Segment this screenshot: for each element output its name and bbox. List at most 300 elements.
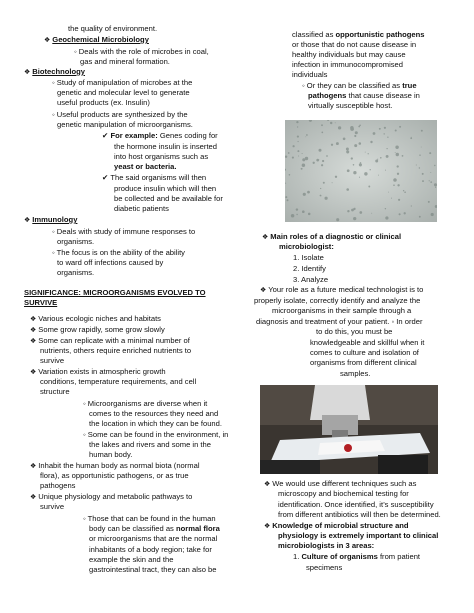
micrograph-speck: [307, 191, 310, 194]
micrograph-speck: [359, 177, 360, 178]
diamond-bullet-icon: ❖: [30, 369, 37, 376]
micrograph-speck: [385, 208, 386, 209]
left-line: [114, 142, 217, 152]
right-text: ◦ Or they can be classified as true: [302, 81, 417, 90]
right-line: [264, 479, 416, 490]
diamond-bullet-icon: ❖: [30, 338, 37, 345]
right-text: microbiologist:: [279, 242, 334, 251]
micrograph-speck: [338, 126, 341, 129]
micrograph-speck: [335, 122, 336, 123]
left-text: structure: [40, 387, 70, 396]
micrograph-speck: [368, 153, 369, 154]
left-line: [89, 450, 132, 460]
micrograph-speck: [428, 201, 430, 203]
micrograph-speck: [313, 162, 315, 164]
right-text: physiology is extremely important to clinical: [278, 531, 439, 540]
left-line: [52, 227, 195, 237]
left-text: ◦ Useful products are synthesized by the: [52, 110, 188, 119]
micrograph-speck: [288, 152, 290, 154]
left-line: [89, 565, 216, 575]
left-line: [44, 35, 149, 46]
left-text: Inhabit the human body as normal biota (normal: [38, 461, 200, 470]
right-text: specimens: [306, 563, 343, 572]
micrograph-speck: [378, 175, 379, 176]
micrograph-speck: [386, 148, 387, 149]
left-line: [40, 502, 64, 512]
right-line: [292, 70, 327, 80]
micrograph-speck: [419, 216, 421, 218]
micrograph-speck: [320, 195, 322, 197]
left-text: organisms.: [57, 268, 95, 277]
micrograph-speck: [301, 168, 303, 170]
micrograph-speck: [371, 213, 372, 214]
right-line: [264, 521, 409, 532]
left-line: [89, 534, 217, 544]
left-line: [40, 377, 196, 387]
left-text: ◦ Some can be found in the environment, in: [83, 430, 229, 439]
micrograph-speck: [289, 174, 291, 176]
left-line: [40, 481, 75, 491]
left-line: [40, 471, 189, 481]
left-text: survive: [40, 356, 65, 365]
left-line: [30, 336, 190, 347]
left-text: Unique physiology and metabolic pathways to: [38, 492, 193, 501]
micrograph-speck: [297, 150, 299, 152]
micrograph-speck: [411, 205, 412, 206]
left-text: genetic and molecular level to generate: [57, 88, 190, 97]
right-text: Main roles of a diagnostic or clinical: [270, 232, 402, 241]
micrograph-speck: [359, 211, 362, 214]
right-text: identification. Once identified, it’s susceptibility: [278, 500, 434, 509]
micrograph-speck: [355, 131, 358, 134]
right-text: healthy individuals but may cause: [292, 50, 406, 59]
micrograph-speck: [364, 172, 367, 175]
right-text: knowledgeable and skillful when it: [310, 338, 425, 347]
micrograph-speck: [388, 192, 389, 193]
micrograph-speck: [297, 136, 299, 138]
left-line: [52, 248, 185, 258]
micrograph-speck: [347, 169, 350, 172]
microscope-image: [260, 385, 438, 474]
micrograph-speck: [336, 142, 339, 145]
micrograph-speck: [373, 132, 376, 135]
left-line: [89, 440, 211, 450]
left-text: pathogens: [40, 481, 76, 490]
left-text: conditions, temperature requirements, and cell: [40, 377, 197, 386]
right-text: diagnosis and treatment of your patient. ◦ In order: [256, 317, 423, 326]
micrograph-speck: [335, 176, 337, 178]
left-line: [89, 419, 222, 429]
micrograph-speck: [351, 209, 354, 212]
right-line: [278, 541, 374, 551]
micrograph-speck: [379, 128, 381, 130]
micrograph-speck: [305, 136, 306, 137]
left-line: [102, 173, 206, 183]
micrograph-speck: [297, 126, 298, 127]
micrograph-speck: [336, 218, 339, 221]
right-text: to do this, you must be: [316, 327, 393, 336]
left-line: [40, 356, 64, 366]
left-line: [89, 409, 218, 419]
micrograph-speck: [308, 213, 311, 216]
left-text: Some can replicate with a minimal number of: [38, 336, 190, 345]
micrograph-speck: [370, 141, 372, 143]
micrograph-speck: [380, 157, 382, 159]
micrograph-speck: [323, 182, 325, 184]
left-text: organisms.: [57, 237, 95, 246]
left-line: [114, 204, 169, 214]
micrograph-speck: [318, 149, 321, 152]
left-text: the location in which they can be found.: [89, 419, 222, 428]
left-line: [24, 298, 57, 308]
left-line: [68, 24, 157, 34]
right-line: [340, 369, 370, 379]
micrograph-speck: [346, 148, 349, 151]
micrograph-speck: [419, 167, 420, 168]
right-text: virtually susceptible host.: [308, 101, 393, 110]
micrograph-speck: [404, 212, 406, 214]
right-line: [292, 40, 416, 50]
micrograph-speck: [296, 214, 297, 215]
micrograph-speck: [359, 164, 361, 166]
micrograph-speck: [434, 165, 435, 166]
left-line: [30, 492, 192, 503]
micrograph-svg: [285, 120, 437, 222]
micrograph-speck: [296, 121, 298, 123]
right-text: infection in immunocompromised: [292, 60, 403, 69]
right-line: [293, 253, 324, 263]
right-text: We would use different techniques such as: [272, 479, 417, 488]
right-text: 3. Analyze: [293, 275, 329, 284]
micrograph-speck: [293, 145, 295, 147]
right-line: [256, 317, 422, 327]
micrograph-speck: [287, 199, 289, 201]
right-text: properly isolate, correctly identify and analyze the: [254, 296, 421, 305]
micrograph-image: [285, 120, 437, 222]
diamond-bullet-icon: ❖: [264, 523, 271, 530]
left-line: [57, 88, 190, 98]
micrograph-speck: [397, 184, 399, 186]
micrograph-speck: [326, 155, 328, 157]
left-line: [40, 346, 191, 356]
right-line: [278, 531, 438, 541]
diamond-bullet-icon: ❖: [262, 234, 269, 241]
micrograph-speck: [398, 199, 400, 201]
micrograph-speck: [285, 196, 287, 198]
micrograph-speck: [332, 182, 333, 183]
micrograph-speck: [350, 126, 354, 130]
left-text: to ward off infections caused by: [57, 258, 164, 267]
left-line: [83, 399, 207, 409]
micrograph-speck: [397, 173, 399, 175]
left-line: [24, 67, 85, 78]
micrograph-speck: [298, 155, 299, 156]
left-text: genetic manipulation of microorganisms.: [57, 120, 193, 129]
micrograph-speck: [346, 188, 349, 191]
right-line: [293, 552, 420, 562]
left-text: SIGNIFICANCE: MICROORGANISMS EVOLVED TO: [24, 288, 206, 297]
left-line: [30, 367, 166, 378]
diamond-bullet-icon: ❖: [30, 316, 37, 323]
left-line: [102, 131, 218, 141]
left-line: [52, 110, 188, 120]
left-text: ◦ Deals with the role of microbes in coal,: [74, 47, 209, 56]
microscope-svg: [260, 385, 438, 474]
right-line: [310, 358, 417, 368]
micrograph-speck: [377, 159, 378, 160]
left-text: flora), as opportunistic pathogens, or as true: [40, 471, 189, 480]
left-text: ◦ Deals with study of immune responses to: [52, 227, 196, 236]
left-text: the hormone insulin is inserted: [114, 142, 217, 151]
diamond-bullet-icon: ❖: [24, 217, 31, 224]
right-line: [278, 489, 409, 499]
left-text: the lakes and rivers and some in the: [89, 440, 211, 449]
right-text: Knowledge of microbial structure and: [272, 521, 409, 530]
micrograph-speck: [321, 124, 323, 126]
micrograph-speck: [395, 152, 396, 153]
micrograph-speck: [387, 137, 388, 138]
micrograph-speck: [320, 188, 321, 189]
left-text: useful products (ex. Insulin): [57, 98, 150, 107]
micrograph-speck: [292, 157, 294, 159]
left-text: gas and mineral formation.: [80, 57, 170, 66]
micrograph-speck: [305, 157, 308, 160]
diamond-bullet-icon: ❖: [30, 463, 37, 470]
left-text: Immunology: [32, 215, 78, 224]
left-line: [83, 514, 216, 524]
micrograph-speck: [360, 162, 361, 163]
micrograph-speck: [384, 127, 386, 129]
right-text: 1. Isolate: [293, 253, 324, 262]
micrograph-speck: [359, 142, 362, 145]
left-line: [30, 325, 165, 336]
micrograph-speck: [404, 191, 406, 193]
left-text: nutrients, others require enriched nutrients to: [40, 346, 192, 355]
right-line: [292, 60, 403, 70]
micrograph-speck: [318, 159, 319, 160]
right-line: [292, 30, 425, 40]
micrograph-speck: [353, 217, 356, 220]
left-text: ✔ For example: Genes coding for: [102, 131, 218, 140]
left-text: survive: [40, 502, 65, 511]
micrograph-speck: [322, 160, 324, 162]
micrograph-speck: [296, 208, 298, 210]
micrograph-speck: [351, 157, 353, 159]
micrograph-speck: [347, 210, 349, 212]
left-text: ◦ Microorganisms are diverse when it: [83, 399, 208, 408]
micrograph-speck: [419, 154, 421, 156]
left-line: [74, 47, 209, 57]
right-text: samples.: [340, 369, 371, 378]
diamond-bullet-icon: ❖: [30, 494, 37, 501]
left-line: [57, 258, 163, 268]
micrograph-speck: [429, 152, 431, 154]
micrograph-speck: [343, 137, 346, 140]
right-line: [308, 91, 420, 101]
micrograph-speck: [370, 169, 371, 170]
micrograph-speck: [430, 181, 432, 183]
left-text: yeast or bacteria.: [114, 162, 177, 171]
micrograph-speck: [285, 183, 286, 184]
left-text: inhabitants of a body region; take for: [89, 545, 212, 554]
micrograph-speck: [354, 208, 355, 209]
micrograph-speck: [325, 197, 328, 200]
micrograph-speck: [365, 152, 366, 153]
left-text: produce insulin which will then: [114, 184, 217, 193]
left-text: Biotechnology: [32, 67, 86, 76]
micrograph-speck: [368, 186, 370, 188]
right-text: pathogens that cause disease in: [308, 91, 420, 100]
micrograph-speck: [399, 213, 401, 215]
right-text: microscopy and biochemical testing for: [278, 489, 409, 498]
left-text: Some grow rapidly, some grow slowly: [38, 325, 165, 334]
micrograph-speck: [393, 184, 395, 186]
left-line: [57, 268, 94, 278]
micrograph-speck: [421, 147, 422, 148]
left-line: [52, 78, 192, 88]
right-line: [293, 275, 328, 285]
micrograph-speck: [429, 180, 430, 181]
right-line: [272, 306, 411, 316]
micrograph-speck: [302, 164, 305, 167]
right-line: [279, 242, 334, 252]
diamond-bullet-icon: ❖: [24, 69, 31, 76]
left-text: Various ecologic niches and habitats: [38, 314, 161, 323]
micrograph-speck: [386, 155, 389, 158]
micrograph-speck: [395, 145, 398, 148]
micrograph-speck: [354, 135, 356, 137]
micrograph-speck: [396, 153, 399, 156]
left-text: the quality of environment.: [68, 24, 158, 33]
left-text: ◦ Study of manipulation of microbes at the: [52, 78, 193, 87]
micrograph-speck: [298, 141, 299, 142]
right-text: organisms from different clinical: [310, 358, 417, 367]
micrograph-speck: [391, 198, 392, 199]
micrograph-speck: [395, 129, 397, 131]
right-text: 1. Culture of organisms from patient: [293, 552, 421, 561]
left-line: [57, 98, 150, 108]
left-text: into host organisms such as: [114, 152, 209, 161]
micrograph-speck: [431, 213, 434, 216]
left-text: gastrointestinal tract, they can also be: [89, 565, 217, 574]
left-text: ✔ The said organisms will then: [102, 173, 207, 182]
micrograph-speck: [422, 173, 424, 175]
left-line: [89, 524, 220, 534]
micrograph-speck: [385, 216, 388, 219]
micrograph-speck: [416, 164, 417, 165]
micrograph-speck: [330, 122, 332, 124]
micrograph-speck: [302, 210, 305, 213]
left-text: body can be classified as normal flora: [89, 524, 220, 533]
left-line: [89, 555, 173, 565]
left-line: [30, 314, 161, 325]
micrograph-speck: [321, 164, 323, 166]
right-line: [302, 81, 417, 91]
left-text: ◦ Those that can be found in the human: [83, 514, 216, 523]
left-line: [57, 120, 193, 130]
micrograph-speck: [306, 134, 308, 136]
micrograph-speck: [397, 165, 399, 167]
left-line: [114, 184, 216, 194]
left-text: comes to the resources they need and: [89, 409, 219, 418]
left-line: [80, 57, 170, 67]
left-line: [83, 430, 228, 440]
left-line: [114, 194, 223, 204]
diamond-bullet-icon: ❖: [260, 287, 267, 294]
left-text: Geochemical Microbiology: [52, 35, 149, 44]
diamond-bullet-icon: ❖: [264, 481, 271, 488]
right-text: microbiologists in 3 areas:: [278, 541, 375, 550]
left-text: SURVIVE: [24, 298, 58, 307]
micrograph-speck: [434, 183, 437, 186]
micrograph-speck: [321, 132, 323, 134]
right-text: microorganisms in their sample through a: [272, 306, 412, 315]
right-line: [310, 348, 419, 358]
micrograph-speck: [353, 171, 356, 174]
micrograph-speck: [422, 180, 424, 182]
micrograph-speck: [399, 126, 401, 128]
left-line: [24, 288, 206, 298]
left-line: [24, 215, 77, 226]
right-text: individuals: [292, 70, 328, 79]
left-text: example the skin and the: [89, 555, 174, 564]
micrograph-speck: [375, 160, 378, 163]
right-line: [316, 327, 392, 337]
right-line: [278, 510, 441, 520]
right-line: [260, 285, 423, 296]
left-text: be collected and be available for: [114, 194, 223, 203]
micrograph-speck: [435, 187, 436, 188]
left-line: [30, 461, 200, 472]
micrograph-speck: [393, 178, 397, 182]
micrograph-speck: [302, 153, 303, 154]
micrograph-speck: [430, 172, 431, 173]
micrograph-speck: [403, 190, 404, 191]
micrograph-speck: [346, 150, 349, 153]
diamond-bullet-icon: ❖: [30, 327, 37, 334]
right-text: classified as opportunistic pathogens: [292, 30, 425, 39]
micrograph-speck: [421, 130, 423, 132]
left-line: [89, 545, 212, 555]
left-line: [40, 387, 70, 397]
right-text: or those that do not cause disease in: [292, 40, 417, 49]
right-line: [308, 101, 392, 111]
left-text: ◦ The focus is on the ability of the ability: [52, 248, 185, 257]
left-text: or microorganisms that are the normal: [89, 534, 218, 543]
micrograph-speck: [331, 144, 333, 146]
micrograph-speck: [385, 170, 386, 171]
right-line: [254, 296, 420, 306]
micrograph-speck: [353, 164, 355, 166]
micrograph-speck: [354, 144, 357, 147]
micrograph-speck: [402, 155, 404, 157]
right-text: from different antibiotics will then be determined.: [278, 510, 441, 519]
right-line: [262, 232, 401, 243]
left-line: [57, 237, 94, 247]
left-text: Variation exists in atmospheric growth: [38, 367, 166, 376]
right-line: [310, 338, 424, 348]
right-text: 2. Identify: [293, 264, 326, 273]
right-text: comes to culture and isolation of: [310, 348, 419, 357]
micrograph-speck: [410, 137, 412, 139]
right-line: [278, 500, 434, 510]
left-text: diabetic patients: [114, 204, 169, 213]
left-line: [114, 152, 208, 162]
left-line: [114, 162, 176, 172]
right-line: [292, 50, 406, 60]
micrograph-speck: [291, 214, 295, 218]
left-text: human body.: [89, 450, 133, 459]
